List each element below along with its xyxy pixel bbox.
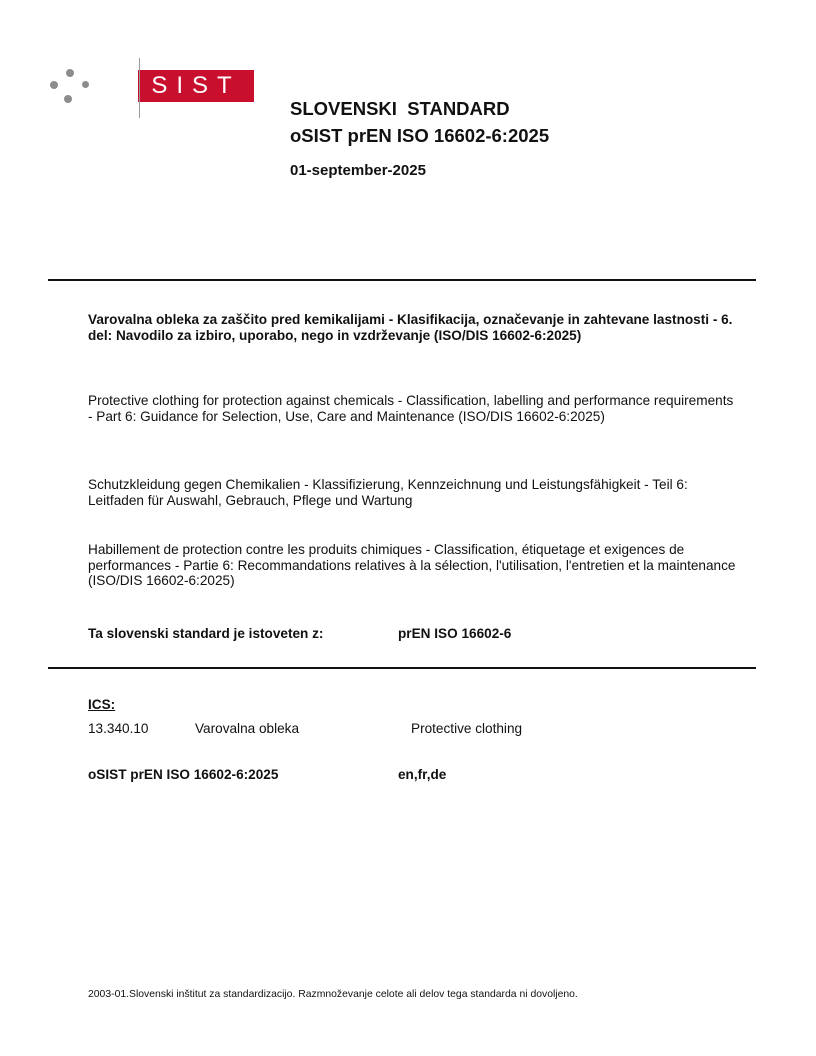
title-german: Schutzkleidung gegen Chemikalien - Klassifizierung, Kennzeichnung und Leistungsfähigkeit - Teil 6: Leitfaden für Auswahl, Gebrauch, Pflege und Wartung xyxy=(88,477,688,508)
logo-dot xyxy=(82,81,89,88)
standard-header xyxy=(290,95,549,149)
reference-languages: en,fr,de xyxy=(398,767,447,782)
reference-code: oSIST prEN ISO 16602-6:2025 xyxy=(88,767,279,782)
identity-label: Ta slovenski standard je istoveten z: xyxy=(88,626,324,641)
copyright-footer: 2003-01.Slovenski inštitut za standardizacijo. Razmnoževanje celote ali delov tega standarda ni dovoljeno. xyxy=(88,989,578,1000)
identity-value: prEN ISO 16602-6 xyxy=(398,626,512,641)
title-slovenian: Varovalna obleka za zaščito pred kemikalijami - Klasifikacija, označevanje in zahtevane lastnosti - 6. del: Navodilo za izbiro, uporabo, nego in vzdrževanje (ISO/DIS 16602-6:2025) xyxy=(88,312,733,343)
logo-divider xyxy=(139,58,140,118)
title-english: Protective clothing for protection against chemicals - Classification, labelling and performance requirements - Part 6: Guidance for Selection, Use, Care and Maintenance (ISO/DIS 16602-6:2025) xyxy=(88,393,734,424)
sist-logo xyxy=(50,58,241,120)
top-rule xyxy=(48,279,756,281)
ics-code: 13.340.10 xyxy=(88,721,149,736)
standard-date: 01-september-2025 xyxy=(290,162,426,179)
bottom-rule xyxy=(48,667,756,669)
ics-description-en: Protective clothing xyxy=(411,721,523,736)
title-french: Habillement de protection contre les produits chimiques - Classification, étiquetage et exigences de performances - Partie 6: Recommandations relatives à la sélection, l'utilisation, l'entretien et la maintenance (ISO/DIS 16602-6:2025) xyxy=(88,542,736,588)
ics-description-sl: Varovalna obleka xyxy=(195,721,300,736)
logo-dot xyxy=(66,69,74,77)
standard-number: oSIST prEN ISO 16602-6:2025 xyxy=(290,125,550,146)
ics-label: ICS: xyxy=(88,697,116,712)
logo-dot xyxy=(50,81,58,89)
logo-dot xyxy=(64,95,72,103)
logo-box: SIST xyxy=(138,70,254,102)
standard-type: SLOVENSKI STANDARD xyxy=(290,98,510,119)
